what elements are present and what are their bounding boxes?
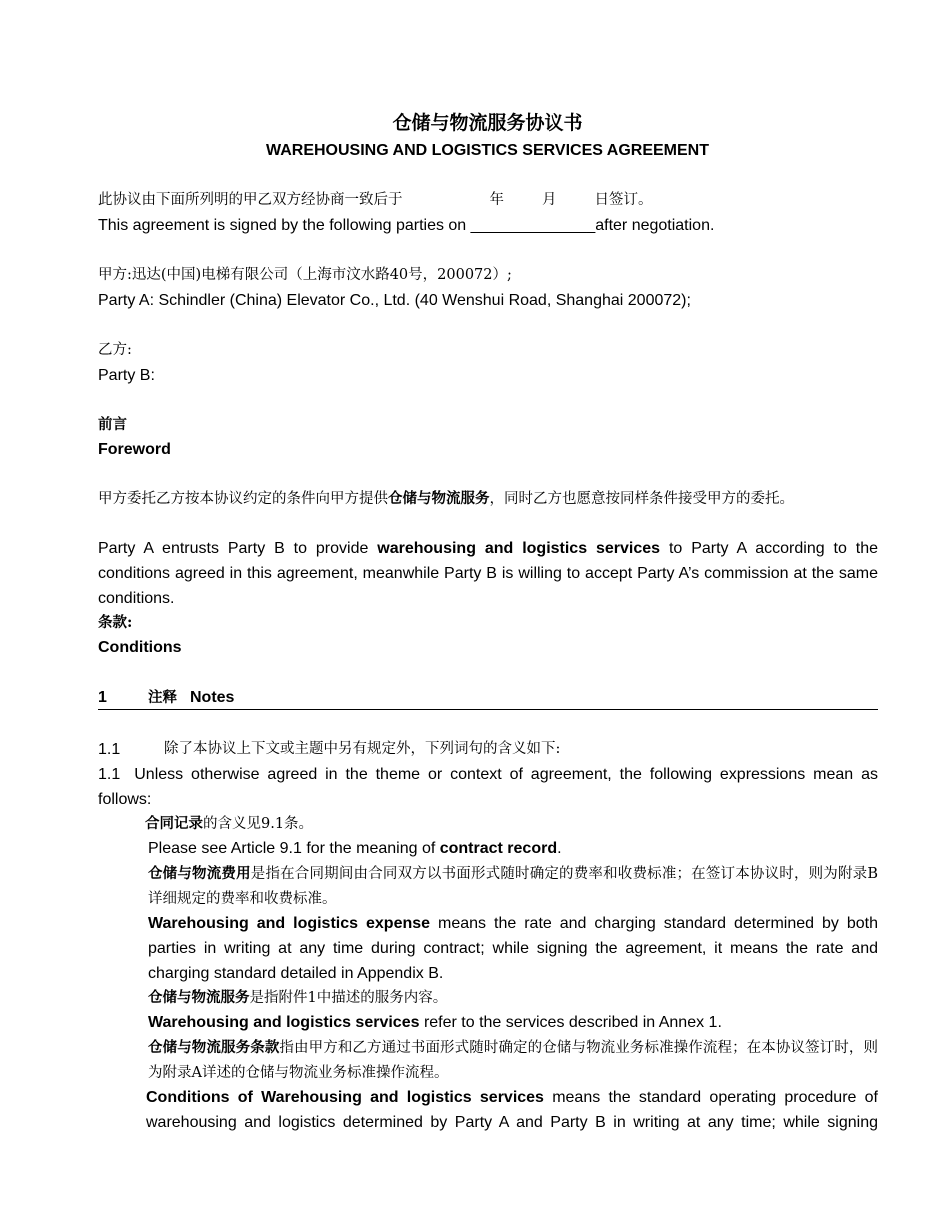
party-b-chinese: 乙方: (98, 342, 132, 358)
conditions-heading-chinese: 条款: (98, 614, 133, 631)
party-a-label-chinese: 甲方: (98, 267, 132, 283)
title-chinese: 仓储与物流服务协议书 (392, 112, 583, 134)
intro-chinese (98, 188, 653, 213)
foreword-paragraph-english: Party A entrusts Party B to provide warehousing and logistics services to Party A according to the conditions agreed in this agreement, meanwhile Party B is willing to accept Party A’s commission at the same conditions. (98, 540, 878, 607)
section-1-title-english: Notes (190, 689, 235, 706)
party-b-english: Party B: (98, 367, 155, 384)
party-a-chinese (98, 263, 512, 288)
foreword-heading-english: Foreword (98, 441, 171, 458)
title-english: WAREHOUSING AND LOGISTICS SERVICES AGREEMENT (265, 142, 709, 159)
intro-day: 日签订。 (594, 192, 653, 208)
intro-english: This agreement is signed by the following parties on ______________after negotiation. (98, 217, 715, 234)
clause-1-1-english: 1.1 Unless otherwise agreed in the theme or context of agreement, the following expressions mean as follows: (98, 766, 878, 808)
foreword-paragraph-chinese: 甲方委托乙方按本协议约定的条件向甲方提供仓储与物流服务，同时乙方也愿意按同样条件接受甲方的委托。 (98, 490, 794, 507)
foreword-term-chinese: 仓储与物流服务 (388, 490, 490, 507)
definition-services-chinese: 仓储与物流服务是指附件1中描述的服务内容。 (148, 989, 448, 1006)
party-a-english: Party A: Schindler (China) Elevator Co., Ltd. (40 Wenshui Road, Shanghai 200072); (98, 292, 691, 309)
definition-contract-record-chinese: 合同记录的含义见9.1条。 (145, 815, 314, 832)
conditions-heading-english: Conditions (98, 639, 182, 656)
clause-1-1-english-number: 1.1 (98, 766, 121, 783)
definition-services-english: Warehousing and logistics services refer to the services described in Annex 1. (148, 1014, 722, 1031)
clause-1-1-number: 1.1 (98, 741, 121, 758)
foreword-heading-chinese: 前言 (98, 416, 127, 433)
definition-service-conditions-english: Conditions of Warehousing and logistics services means the standard operating procedure of warehousing and logistics determined by Party A and Party B in writing at any time; while signing (146, 1089, 879, 1131)
intro-year: 年 (489, 192, 504, 208)
party-a-value-chinese: 迅达(中国)电梯有限公司（上海市汶水路40号，200072）; (131, 267, 512, 283)
definition-expense-chinese: 仓储与物流费用是指在合同期间由合同双方以书面形式随时确定的费率和收费标准；在签订本协议时，则为附录B详细规定的费率和收费标准。 (148, 865, 878, 907)
intro-month: 月 (542, 192, 557, 208)
intro-chinese-text: 此协议由下面所列明的甲乙双方经协商一致后于 (98, 192, 403, 208)
section-1-number: 1 (98, 689, 107, 706)
section-1-title-chinese: 注释 (148, 689, 177, 706)
foreword-term-english: warehousing and logistics services (377, 540, 661, 557)
definition-contract-record-english: Please see Article 9.1 for the meaning of contract record. (148, 840, 562, 857)
definition-service-conditions-chinese: 仓储与物流服务条款指由甲方和乙方通过书面形式随时确定的仓储与物流业务标准操作流程；在本协议签订时，则为附录A详述的仓储与物流业务标准操作流程。 (148, 1039, 878, 1081)
section-divider (98, 709, 878, 710)
clause-1-1-chinese: 除了本协议上下文或主题中另有规定外，下列词句的含义如下: (164, 741, 561, 757)
definition-expense-english: Warehousing and logistics expense means the rate and charging standard determined by both parties in writing at any time during contract; while signing the agreement, it means the rate and charging standard detailed in Appendix B. (148, 915, 879, 982)
